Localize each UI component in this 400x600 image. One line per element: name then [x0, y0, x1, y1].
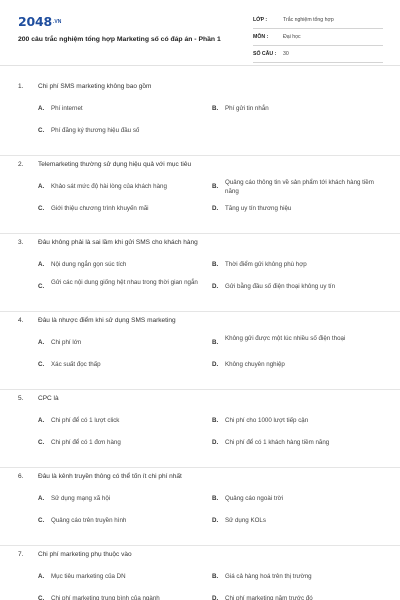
question-number: 1.	[18, 83, 24, 90]
document-meta	[253, 12, 383, 63]
question-item	[0, 546, 400, 600]
question-item	[0, 312, 400, 390]
option-letter: A.	[38, 573, 45, 580]
question-text	[18, 239, 198, 246]
question-text	[18, 395, 59, 402]
option-letter: D.	[212, 361, 219, 368]
question-text	[18, 473, 182, 480]
option-text: Phí internet	[51, 105, 83, 112]
option-letter: A.	[38, 417, 45, 424]
option-letter: C.	[38, 283, 45, 290]
question-stem: CPC là	[38, 395, 59, 402]
option-letter: C.	[38, 127, 45, 134]
option-text: Chi phí marketing năm trước đó	[225, 595, 313, 600]
option-text: Gửi bằng đầu số điện thoại không uy tín	[225, 283, 336, 290]
option-letter: B.	[212, 417, 219, 424]
option-letter: A.	[38, 183, 45, 190]
option-text: Mục tiêu marketing của DN	[51, 573, 126, 580]
meta-label: SỐ CÂU :	[253, 51, 277, 57]
option-text: Gửi các nội dung giống hệt nhau trong thời gian ngắn	[51, 279, 198, 286]
question-text	[18, 161, 191, 168]
option-text: Chi phí lớn	[51, 339, 82, 346]
site-logo-suffix: .VN	[53, 19, 62, 25]
question-stem: Đâu là nhược điểm khi sử dụng SMS marketing	[38, 317, 176, 324]
question-stem: Đâu là kênh truyền thông có thể tốn ít chi phí nhất	[38, 473, 182, 480]
meta-row-class	[253, 12, 383, 29]
question-stem: Chi phí marketing phụ thuộc vào	[38, 551, 132, 558]
option-letter: D.	[212, 439, 219, 446]
meta-value: 30	[283, 51, 289, 57]
option-text: Thời điểm gửi không phù hợp	[225, 261, 307, 268]
option-text: Không chuyên nghiệp	[225, 361, 285, 368]
option-text: Chi phí marketing trung bình của ngành	[51, 595, 160, 600]
question-item	[0, 234, 400, 312]
option-letter: D.	[212, 205, 219, 212]
option-text: Khảo sát mức độ hài lòng của khách hàng	[51, 183, 167, 190]
option-letter: C.	[38, 361, 45, 368]
option-text: Quảng cáo ngoài trời	[225, 495, 284, 502]
option-letter: A.	[38, 339, 45, 346]
option-text: Xác suất đọc thấp	[51, 361, 101, 368]
site-logo[interactable]: 2048	[18, 14, 52, 29]
option-text: Sử dụng mạng xã hội	[51, 495, 111, 502]
option-text: Tăng uy tín thương hiệu	[225, 205, 292, 212]
option-letter: A.	[38, 261, 45, 268]
option-text: Nội dung ngắn gọn súc tích	[51, 261, 127, 268]
question-item	[0, 468, 400, 546]
option-text: Giá cả hàng hoá trên thị trường	[225, 573, 312, 580]
question-number: 7.	[18, 551, 24, 558]
question-stem: Đâu không phải là sai lầm khi gửi SMS cho khách hàng	[38, 239, 198, 246]
option-letter: D.	[212, 595, 219, 600]
meta-value: Trắc nghiệm tổng hợp	[283, 17, 334, 23]
question-text	[18, 83, 151, 90]
option-letter: C.	[38, 205, 45, 212]
question-stem: Chi phí SMS marketing không bao gồm	[38, 83, 152, 90]
question-stem: Telemarketing thường sử dụng hiệu quả với mục tiêu	[38, 161, 192, 168]
question-number: 5.	[18, 395, 24, 402]
option-text: Quảng cáo thông tin về sản phẩm tới khách hàng tiềm năng	[225, 179, 374, 195]
question-text	[18, 551, 132, 558]
meta-value: Đại học	[283, 34, 301, 40]
option-text: Chi phí để có 1 đơn hàng	[51, 439, 121, 446]
question-number: 3.	[18, 239, 24, 246]
question-list	[0, 78, 400, 600]
option-text: Chi phí để có 1 khách hàng tiềm năng	[225, 439, 330, 446]
option-letter: B.	[212, 339, 219, 346]
document-title: 200 câu trắc nghiệm tổng hợp Marketing số có đáp án - Phần 1	[18, 36, 221, 43]
question-number: 4.	[18, 317, 24, 324]
option-text: Sử dụng KOLs	[225, 517, 266, 524]
meta-label: LỚP :	[253, 17, 268, 23]
option-text: Không gửi được một lúc nhiều số điện thoại	[225, 335, 346, 342]
option-letter: B.	[212, 495, 219, 502]
option-text: Phí đăng ký thương hiệu đầu số	[51, 127, 140, 134]
meta-row-count	[253, 46, 383, 63]
question-item	[0, 390, 400, 468]
option-text: Chi phí cho 1000 lượt tiếp cận	[225, 417, 309, 424]
option-letter: C.	[38, 517, 45, 524]
option-letter: D.	[212, 517, 219, 524]
option-letter: C.	[38, 439, 45, 446]
document-header	[0, 0, 400, 66]
option-letter: B.	[212, 105, 219, 112]
option-text: Chi phí để có 1 lượt click	[51, 417, 120, 424]
meta-label: MÔN :	[253, 34, 269, 40]
option-text: Giới thiệu chương trình khuyến mãi	[51, 205, 149, 212]
option-text: Phí gửi tin nhắn	[225, 105, 269, 112]
question-number: 2.	[18, 161, 24, 168]
option-letter: B.	[212, 261, 219, 268]
option-letter: C.	[38, 595, 45, 600]
option-letter: D.	[212, 283, 219, 290]
question-item	[0, 78, 400, 156]
option-letter: A.	[38, 495, 45, 502]
option-letter: A.	[38, 105, 45, 112]
option-letter: B.	[212, 573, 219, 580]
question-text	[18, 317, 176, 324]
question-number: 6.	[18, 473, 24, 480]
question-item	[0, 156, 400, 234]
option-letter: B.	[212, 183, 219, 190]
option-text: Quảng cáo trên truyền hình	[51, 517, 127, 524]
meta-row-subject	[253, 29, 383, 46]
